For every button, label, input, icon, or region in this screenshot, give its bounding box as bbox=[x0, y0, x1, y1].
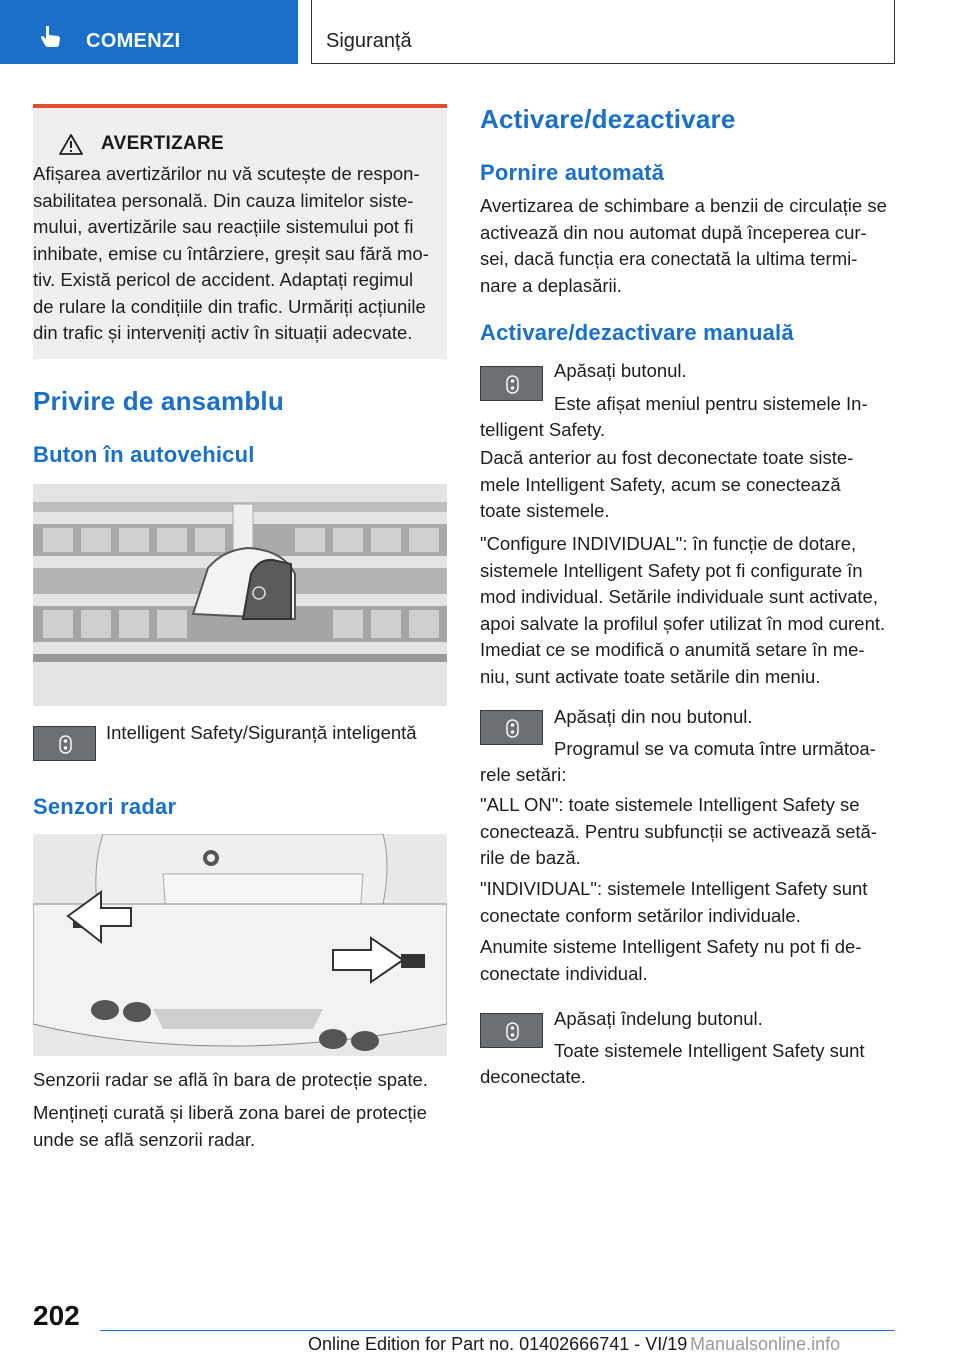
footer-watermark: Manualsonline.info bbox=[690, 1334, 841, 1354]
warning-line: din trafic și interveniți activ în situații adecvate. bbox=[33, 322, 413, 343]
paragraph-line: niu, sunt activate toate setările din meniu. bbox=[480, 665, 821, 687]
section-title: Siguranță bbox=[326, 30, 412, 52]
paragraph-line: conectate individual. bbox=[480, 962, 648, 984]
chapter-tab-label: COMENZI bbox=[86, 30, 181, 52]
all-systems-text bbox=[480, 445, 898, 525]
all-on-text bbox=[480, 792, 898, 872]
step-result-cont: rele setări: bbox=[480, 764, 567, 785]
paragraph-line: Mențineți curată și liberă zona barei de protecție bbox=[33, 1102, 427, 1123]
paragraph-line: mod individual. Setările individuale sunt activate, bbox=[480, 586, 878, 607]
paragraph-line: Dacă anterior au fost deconectate toate siste- bbox=[480, 447, 854, 468]
paragraph-line: conectate conform setărilor individuale. bbox=[480, 904, 801, 926]
paragraph-line: mele Intelligent Safety, acum se conectează bbox=[480, 473, 841, 495]
paragraph-line: sei, dacă funcția era conectată la ultima termi- bbox=[480, 248, 858, 269]
footer-divider bbox=[100, 1330, 895, 1331]
warning-line: de rulare la condițiile din trafic. Urmăriți acțiunile bbox=[33, 295, 426, 317]
paragraph-line: unde se află senzorii radar. bbox=[33, 1128, 256, 1150]
warning-line: Afișarea avertizărilor nu vă scutește de respon- bbox=[33, 163, 420, 184]
warning-line: mului, avertizările sau reacțiile sistemului pot fi bbox=[33, 216, 414, 237]
paragraph-line: nare a deplasării. bbox=[480, 274, 622, 296]
step-long-press: Apăsați îndelung butonul. bbox=[554, 1008, 763, 1029]
chapter-tab[interactable] bbox=[0, 0, 298, 64]
warning-line: tiv. Există pericol de accident. Adaptați regimul bbox=[33, 269, 414, 290]
radar-sensor-image bbox=[33, 834, 447, 1056]
warning-title: AVERTIZARE bbox=[101, 133, 224, 154]
button-in-vehicle-heading: Buton în autovehicul bbox=[33, 442, 255, 467]
step-result-cont: telligent Safety. bbox=[480, 419, 606, 440]
auto-start-heading: Pornire automată bbox=[480, 160, 665, 185]
paragraph-line: Imediat ce se modifică o anumită setare în me- bbox=[480, 639, 865, 660]
page-number: 202 bbox=[33, 1300, 80, 1331]
warning-triangle-icon bbox=[59, 134, 83, 155]
step-result: Toate sistemele Intelligent Safety sunt bbox=[554, 1040, 865, 1061]
configure-individual-text bbox=[480, 531, 898, 690]
intelligent-safety-button-icon bbox=[480, 1013, 543, 1048]
step-press-button: Apăsați butonul. bbox=[554, 360, 687, 381]
warning-line: sabilitatea personală. Din cauza limitelor siste- bbox=[33, 189, 414, 211]
paragraph-line: "Configure INDIVIDUAL": în funcție de dotare, bbox=[480, 533, 857, 554]
radar-sensor-clean-text bbox=[33, 1100, 447, 1153]
overview-heading: Privire de ansamblu bbox=[33, 386, 284, 416]
intelligent-safety-button-icon bbox=[33, 726, 96, 761]
individual-text bbox=[480, 876, 898, 929]
step-press-again: Apăsați din nou butonul. bbox=[554, 706, 753, 727]
paragraph-line: toate sistemele. bbox=[480, 500, 610, 521]
cannot-disconnect-text bbox=[480, 934, 898, 987]
radar-sensor-location-text: Senzorii radar se află în bara de protecție spate. bbox=[33, 1069, 428, 1090]
warning-line: inhibate, emise cu întârziere, greșit sau fără mo- bbox=[33, 242, 429, 264]
radar-sensors-heading: Senzori radar bbox=[33, 794, 177, 819]
step-result: Programul se va comuta între următoa- bbox=[554, 738, 876, 759]
step-result-cont: deconectate. bbox=[480, 1066, 586, 1087]
vehicle-button-image bbox=[33, 484, 447, 706]
warning-box bbox=[33, 104, 447, 359]
paragraph-line: sistemele Intelligent Safety pot fi configurate în bbox=[480, 559, 863, 581]
manual-activation-heading: Activare/dezactivare manuală bbox=[480, 320, 794, 345]
section-header bbox=[311, 0, 895, 64]
paragraph-line: rile de bază. bbox=[480, 847, 581, 868]
paragraph-line: "ALL ON": toate sistemele Intelligent Safety se bbox=[480, 794, 860, 815]
paragraph-line: Avertizarea de schimbare a benzii de circulație se bbox=[480, 195, 887, 216]
paragraph-line: apoi salvate la profilul șofer utilizat în mod curent. bbox=[480, 612, 886, 634]
auto-start-text bbox=[480, 193, 898, 299]
button-caption: Intelligent Safety/Siguranță inteligentă bbox=[106, 722, 417, 743]
paragraph-line: activează din nou automat după începerea cur- bbox=[480, 221, 867, 243]
hand-pointer-icon bbox=[40, 24, 62, 48]
paragraph-line: "INDIVIDUAL": sistemele Intelligent Safety sunt bbox=[480, 878, 868, 899]
intelligent-safety-button-icon bbox=[480, 710, 543, 745]
paragraph-line: conectează. Pentru subfuncții se activează setă- bbox=[480, 820, 877, 842]
footer-edition: Online Edition for Part no. 01402666741 - VI/19 bbox=[308, 1334, 688, 1354]
paragraph-line: Anumite sisteme Intelligent Safety nu pot fi de- bbox=[480, 936, 862, 957]
activation-heading: Activare/dezactivare bbox=[480, 104, 736, 134]
intelligent-safety-button-icon bbox=[480, 366, 543, 401]
left-column bbox=[33, 104, 447, 1150]
step-result: Este afișat meniul pentru sistemele In- bbox=[554, 393, 868, 414]
